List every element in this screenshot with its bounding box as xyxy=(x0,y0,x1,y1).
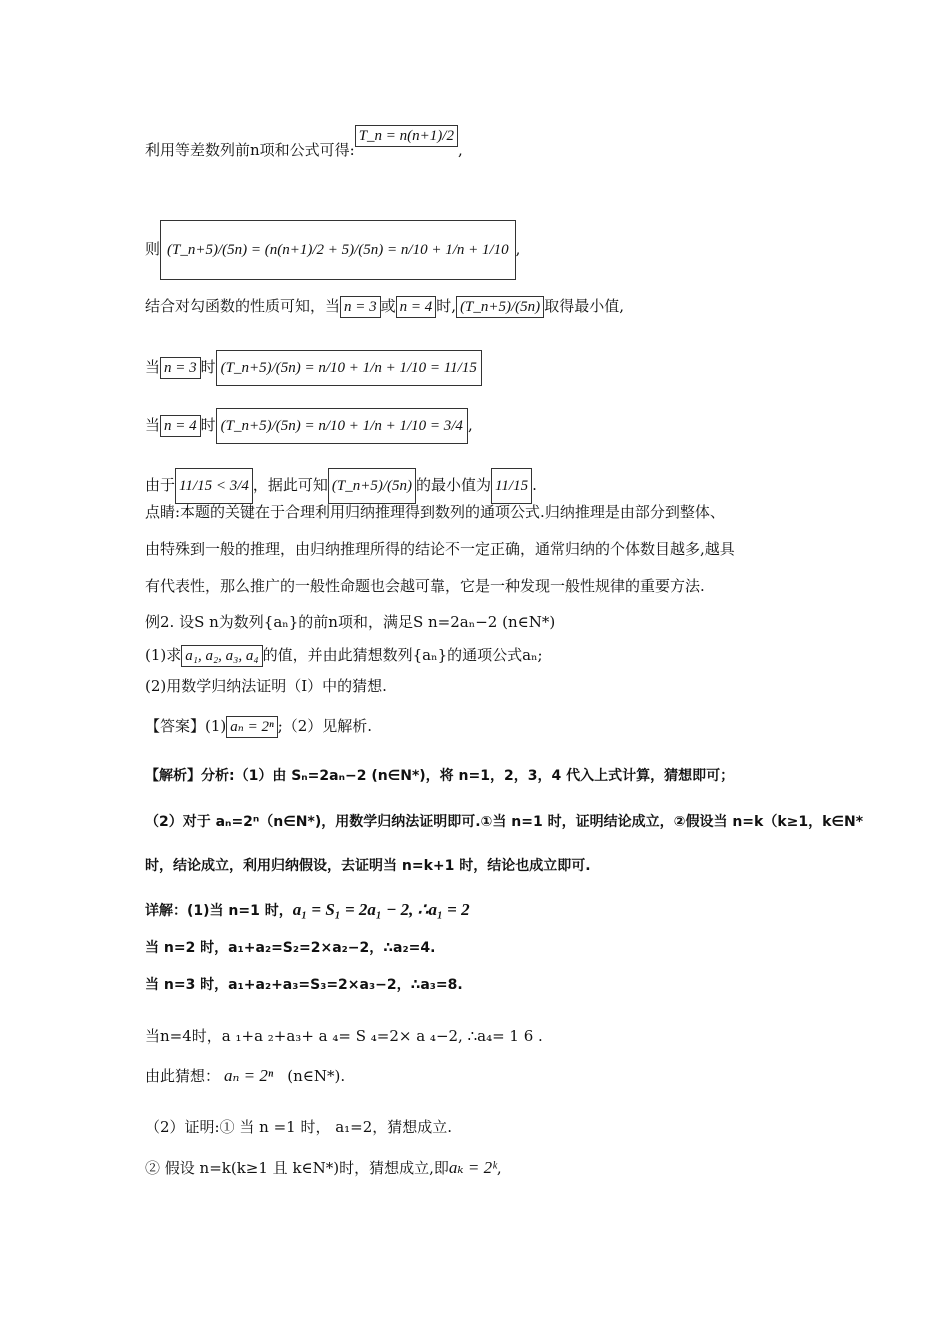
formula-guess: aₙ = 2ⁿ xyxy=(224,1066,274,1085)
dianjing-line-1: 点睛:本题的关键在于合理利用归纳推理得到数列的通项公式.归纳推理是由部分到整体、 xyxy=(145,503,725,521)
line-sum-formula: 利用等差数列前n项和公式可得:T_n = n(n+1)/2, xyxy=(145,140,463,160)
line-case-n4: 当 n = 4 时 (T_n+5)/(5n) = n/10 + 1/n + 1/10 = 3/4 , xyxy=(145,408,473,444)
formula-case-n4: (T_n+5)/(5n) = n/10 + 1/n + 1/10 = 3/4 xyxy=(216,408,468,444)
formula-min-value: 11/15 xyxy=(491,468,532,504)
dianjing-line-2: 由特殊到一般的推理，由归纳推理所得的结论不一定正确，通常归纳的个体数目越多,越具 xyxy=(145,540,735,558)
analysis-line-1: 【解析】分析:（1）由 Sₙ=2aₙ−2 (n∈N*)，将 n=1，2，3，4 代入上式计算，猜想即可； xyxy=(145,768,735,784)
question-1: (1)求 a₁, a₂, a₃, a₄ 的值，并由此猜想数列{aₙ}的通项公式aₙ; xyxy=(145,645,543,667)
formula-ratio-short: (T_n+5)/(5n) xyxy=(456,296,544,318)
formula-ak: aₖ = 2ᵏ xyxy=(448,1158,497,1177)
guess-line: 由此猜想： aₙ = 2ⁿ (n∈N*). xyxy=(145,1066,346,1085)
line-ratio-formula: 则 (T_n+5)/(5n) = (n(n+1)/2 + 5)/(5n) = n/10 + 1/n + 1/10 , xyxy=(145,220,520,280)
formula-an: aₙ = 2ⁿ xyxy=(226,716,277,738)
answer-line: 【答案】(1) aₙ = 2ⁿ ;（2）见解析. xyxy=(145,716,372,738)
formula-ratio-min: (T_n+5)/(5n) xyxy=(328,468,416,504)
example-2: 例2. 设S n为数列{aₙ}的前n项和，满足S n=2aₙ−2 (n∈N*) xyxy=(145,613,556,631)
question-2: (2)用数学归纳法证明（Ⅰ）中的猜想. xyxy=(145,677,387,695)
formula-n3-b: n = 3 xyxy=(160,357,201,379)
detail-line-3: 当 n=3 时，a₁+a₂+a₃=S₃=2×a₃−2，∴a₃=8. xyxy=(145,977,463,993)
proof-line-2: ② 假设 n=k(k≥1 且 k∈N*)时，猜想成立,即aₖ = 2ᵏ, xyxy=(145,1158,502,1177)
formula-compare: 11/15 < 3/4 xyxy=(175,468,253,504)
formula-n4: n = 4 xyxy=(396,296,437,318)
formula-a1: a₁ = S₁ = 2a₁ − 2 xyxy=(292,900,410,919)
analysis-line-3: 时，结论成立，利用归纳假设，去证明当 n=k+1 时，结论也成立即可. xyxy=(145,858,591,874)
detail-line-1: 详解：(1)当 n=1 时，a₁ = S₁ = 2a₁ − 2, ∴a₁ = 2 xyxy=(145,900,470,919)
formula-ratio: (T_n+5)/(5n) = (n(n+1)/2 + 5)/(5n) = n/10 + 1/n + 1/10 xyxy=(160,220,516,280)
formula-tn: T_n = n(n+1)/2 xyxy=(355,125,458,147)
formula-a1-a4: a₁, a₂, a₃, a₄ xyxy=(181,645,262,667)
formula-case-n3: (T_n+5)/(5n) = n/10 + 1/n + 1/10 = 11/15 xyxy=(216,350,482,386)
formula-n4-b: n = 4 xyxy=(160,415,201,437)
detail-line-4: 当n=4时，a ₁+a ₂+a₃+ a ₄= S ₄=2× a ₄−2, ∴a₄= 1 6 . xyxy=(145,1027,543,1045)
line-min-condition: 结合对勾函数的性质可知，当 n = 3 或 n = 4 时, (T_n+5)/(5n) 取得最小值, xyxy=(145,296,624,318)
line-case-n3: 当 n = 3 时 (T_n+5)/(5n) = n/10 + 1/n + 1/10 = 11/15 xyxy=(145,350,482,386)
proof-line-1: （2）证明:① 当 n =1 时， a₁=2，猜想成立. xyxy=(145,1118,453,1136)
formula-n3: n = 3 xyxy=(340,296,381,318)
line-conclusion: 由于 11/15 < 3/4 ，据此可知 (T_n+5)/(5n) 的最小值为 11/15 . xyxy=(145,468,537,504)
dianjing-line-3: 有代表性，那么推广的一般性命题也会越可靠，它是一种发现一般性规律的重要方法. xyxy=(145,577,705,595)
detail-line-2: 当 n=2 时，a₁+a₂=S₂=2×a₂−2，∴a₂=4. xyxy=(145,940,436,956)
analysis-line-2: （2）对于 aₙ=2ⁿ（n∈N*)，用数学归纳法证明即可.①当 n=1 时，证明结论成立，②假设当 n=k（k≥1，k∈N* xyxy=(145,814,864,830)
